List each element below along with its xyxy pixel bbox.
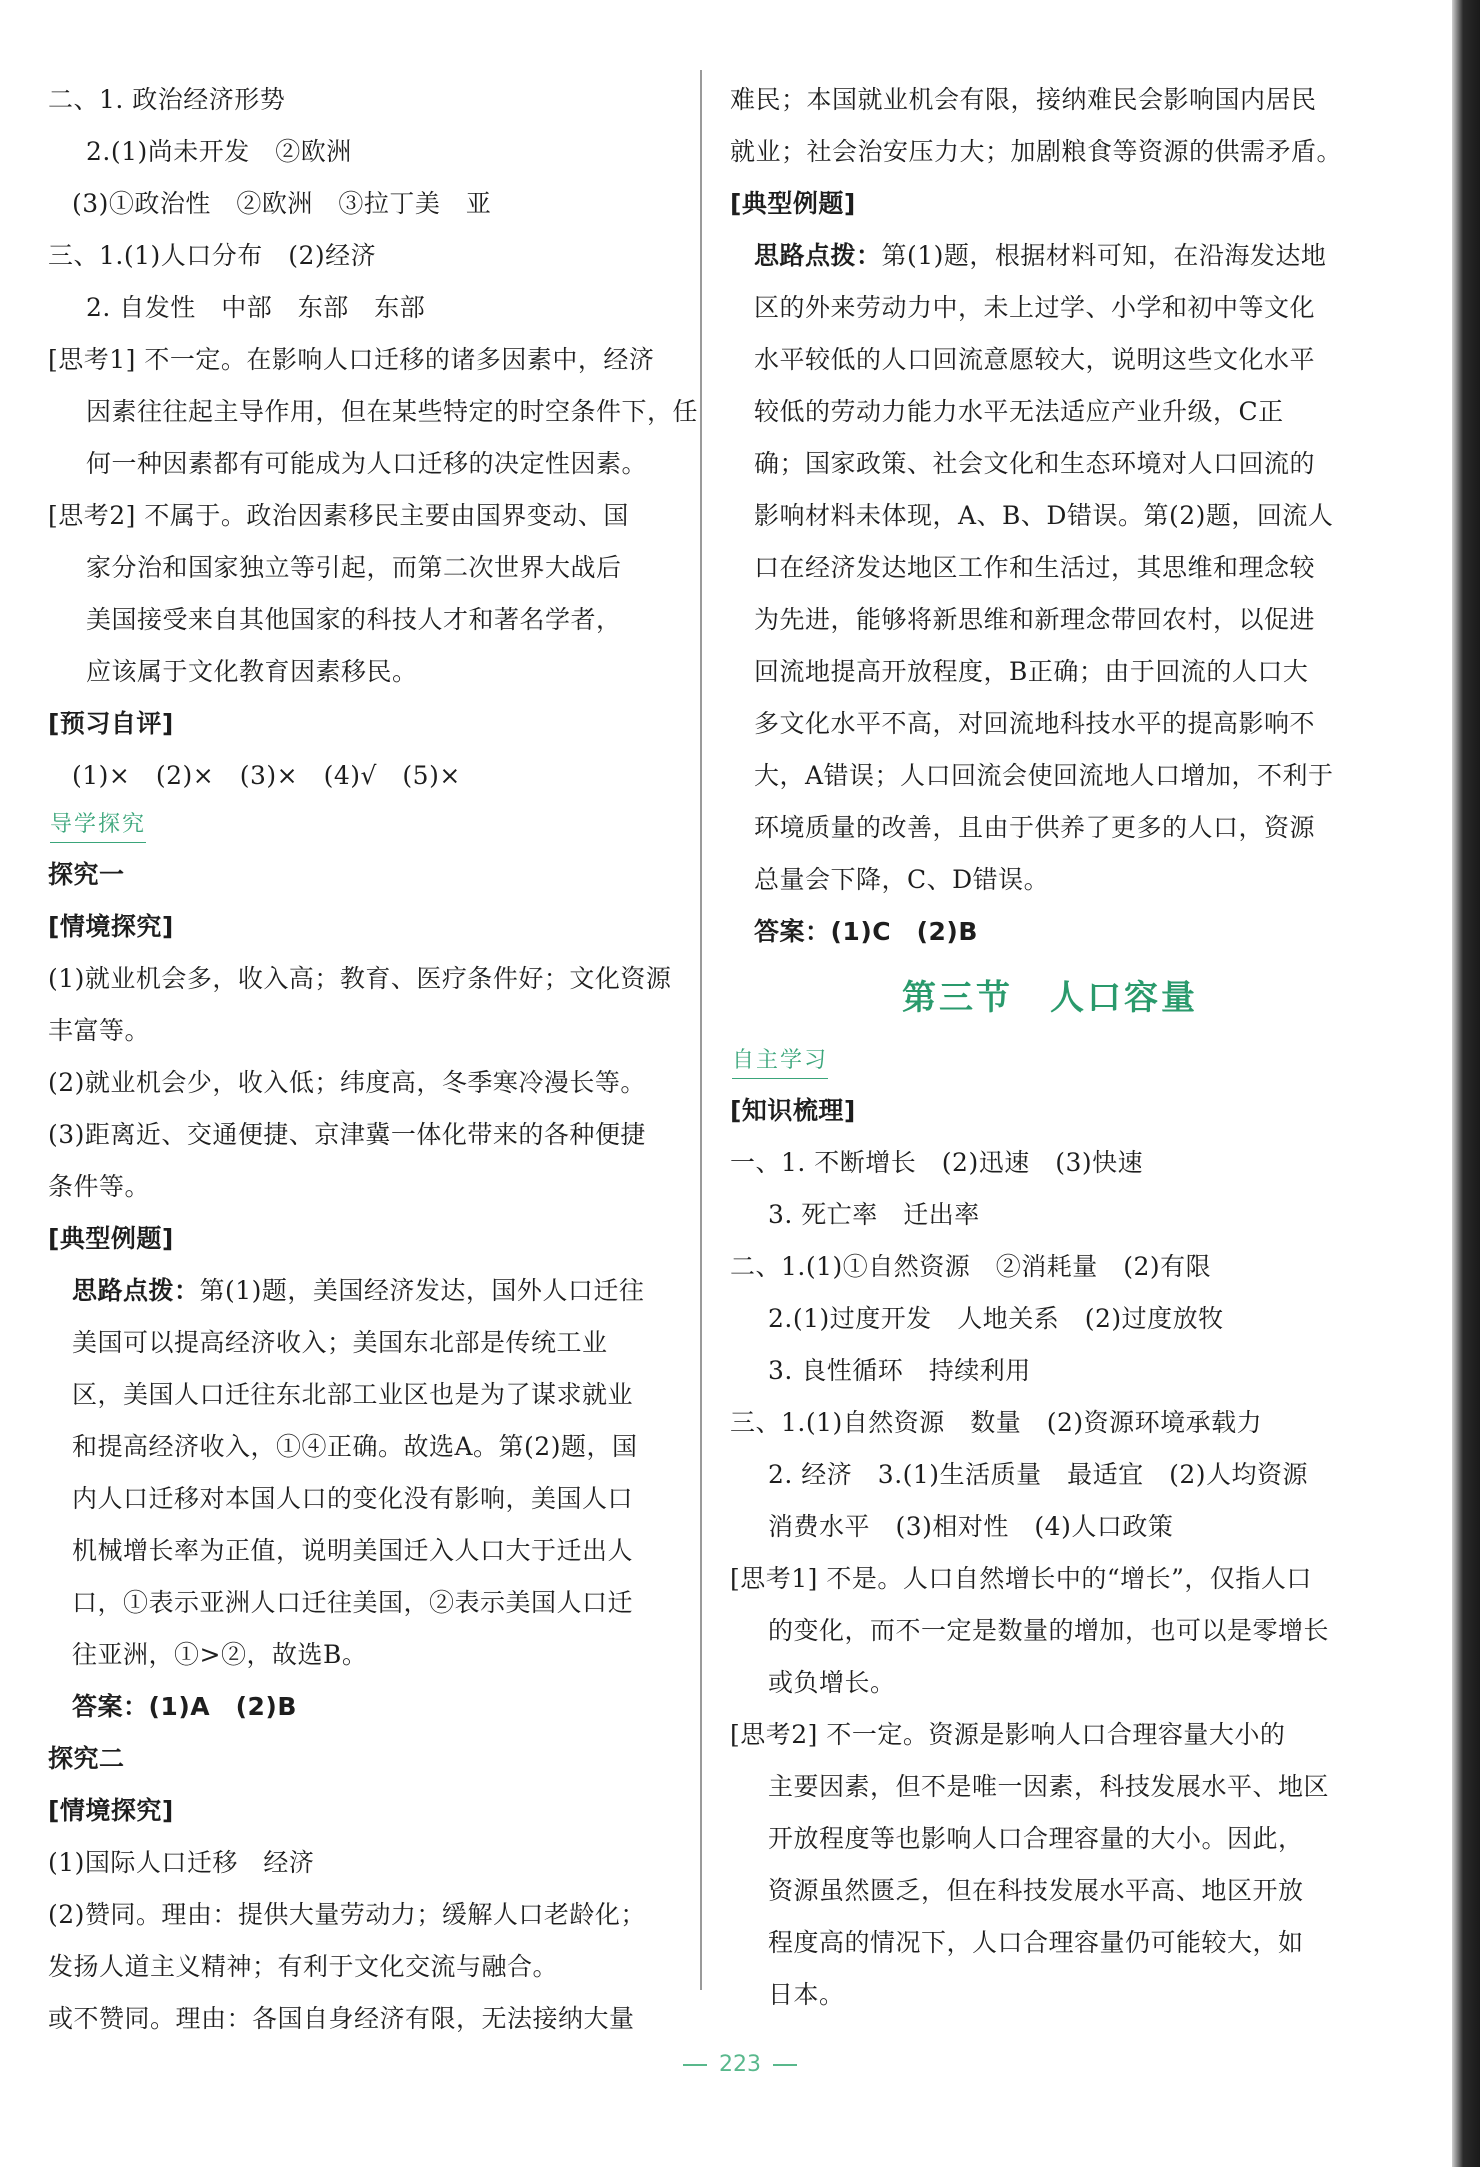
text-line: 二、1.(1)①自然资源 ②消耗量 (2)有限: [730, 1252, 1212, 1281]
text-line: 难民；本国就业机会有限，接纳难民会影响国内居民: [730, 85, 1317, 114]
text-line: 发扬人道主义精神；有利于文化交流与融合。: [48, 1952, 559, 1981]
text-line: [730, 230, 1370, 282]
silu-label: 思路点拨：: [754, 241, 882, 270]
text-line: 影响材料未体现，A、B、D错误。第(2)题，回流人: [754, 501, 1334, 530]
text-line: 或负增长。: [768, 1668, 896, 1697]
text-line: 和提高经济收入，①④正确。故选A。第(2)题，国: [72, 1432, 638, 1461]
text-line: 较低的劳动力能力水平无法适应产业升级，C正: [754, 397, 1284, 426]
text-line: 3. 良性循环 持续利用: [768, 1356, 1031, 1385]
footer-dash: [773, 2064, 797, 2066]
text-line: 口，①表示亚洲人口迁往美国，②表示美国人口迁: [72, 1588, 634, 1617]
text-line: 开放程度等也影响人口合理容量的大小。因此，: [768, 1824, 1304, 1853]
answer-line: 答案：(1)C (2)B: [754, 917, 978, 946]
text-line: 2. 经济 3.(1)生活质量 最适宜 (2)人均资源: [768, 1460, 1308, 1489]
text-line: 3. 死亡率 迁出率: [768, 1200, 980, 1229]
text-line: (1)国际人口迁移 经济: [48, 1848, 315, 1877]
text-line: 因素往往起主导作用，但在某些特定的时空条件下，任: [86, 397, 699, 426]
text-line: 环境质量的改善，且由于供养了更多的人口，资源: [754, 813, 1316, 842]
text-line: 多文化水平不高，对回流地科技水平的提高影响不: [754, 709, 1316, 738]
text-line: 何一种因素都有可能成为人口迁移的决定性因素。: [86, 449, 648, 478]
section-heading: [情境探究]: [48, 912, 174, 941]
text-line: (3)距离近、交通便捷、京津冀一体化带来的各种便捷: [48, 1120, 646, 1149]
text-line: 总量会下降，C、D错误。: [754, 865, 1050, 894]
section-heading: [典型例题]: [730, 189, 856, 218]
daoxue-tag: 导学探究: [50, 808, 146, 843]
text-line: 美国可以提高经济收入；美国东北部是传统工业: [72, 1328, 608, 1357]
text-line: [思考2] 不属于。政治因素移民主要由国界变动、国: [48, 501, 629, 530]
text-line: (2)赞同。理由：提供大量劳动力；缓解人口老龄化；: [48, 1900, 646, 1929]
text-line: [思考2] 不一定。资源是影响人口合理容量大小的: [730, 1720, 1286, 1749]
tanjiu-heading: 探究一: [48, 860, 125, 889]
text-line: 资源虽然匮乏，但在科技发展水平高、地区开放: [768, 1876, 1304, 1905]
silu-label: 思路点拨：: [72, 1276, 200, 1305]
text-line: 消费水平 (3)相对性 (4)人口政策: [768, 1512, 1174, 1541]
text-line: 大，A错误；人口回流会使回流地人口增加，不利于: [754, 761, 1334, 790]
text-line: 确；国家政策、社会文化和生态环境对人口回流的: [754, 449, 1316, 478]
text-line: 条件等。: [48, 1172, 151, 1201]
section-heading: [知识梳理]: [730, 1096, 856, 1125]
silu-text: 第(1)题，根据材料可知，在沿海发达地: [881, 241, 1327, 270]
section-heading: [预习自评]: [48, 709, 174, 738]
text-line: (2)就业机会少，收入低；纬度高，冬季寒冷漫长等。: [48, 1068, 646, 1097]
left-column: [48, 74, 699, 2045]
scan-edge: [1452, 0, 1480, 2167]
text-line: 2.(1)尚未开发 ②欧洲: [86, 137, 352, 166]
column-divider: [700, 70, 702, 1990]
text-line: 内人口迁移对本国人口的变化没有影响，美国人口: [72, 1484, 634, 1513]
text-line: 三、1.(1)自然资源 数量 (2)资源环境承载力: [730, 1408, 1263, 1437]
text-line: 的变化，而不一定是数量的增加，也可以是零增长: [768, 1616, 1330, 1645]
tanjiu-heading: 探究二: [48, 1744, 125, 1773]
text-line: 程度高的情况下，人口合理容量仍可能较大，如: [768, 1928, 1304, 1957]
right-column: [730, 74, 1370, 2021]
section-heading: [情境探究]: [48, 1796, 174, 1825]
text-line: 往亚洲，①>②，故选B。: [72, 1640, 368, 1669]
text-line: 二、1. 政治经济形势: [48, 85, 286, 114]
text-line: [思考1] 不一定。在影响人口迁移的诸多因素中，经济: [48, 345, 655, 374]
page-footer: [0, 2052, 1480, 2077]
text-line: [思考1] 不是。人口自然增长中的“增长”，仅指人口: [730, 1564, 1312, 1593]
text-line: 回流地提高开放程度，B正确；由于回流的人口大: [754, 657, 1309, 686]
text-line: 就业；社会治安压力大；加剧粮食等资源的供需矛盾。: [730, 137, 1343, 166]
text-line: (3)①政治性 ②欧洲 ③拉丁美 亚: [72, 189, 492, 218]
text-line: 家分治和国家独立等引起，而第二次世界大战后: [86, 553, 622, 582]
text-line: 口在经济发达地区工作和生活过，其思维和理念较: [754, 553, 1316, 582]
text-line: 三、1.(1)人口分布 (2)经济: [48, 241, 377, 270]
text-line: [48, 1265, 688, 1317]
page-number: 223: [719, 2052, 761, 2077]
text-line: 一、1. 不断增长 (2)迅速 (3)快速: [730, 1148, 1144, 1177]
silu-text: 第(1)题，美国经济发达，国外人口迁往: [199, 1276, 645, 1305]
text-line: 为先进，能够将新思维和新理念带回农村，以促进: [754, 605, 1316, 634]
text-line: (1)× (2)× (3)× (4)√ (5)×: [72, 761, 461, 790]
section-title: 第三节 人口容量: [902, 978, 1198, 1018]
text-line: 日本。: [768, 1980, 845, 2009]
text-line: 区的外来劳动力中，未上过学、小学和初中等文化: [754, 293, 1316, 322]
answer-line: 答案：(1)A (2)B: [72, 1692, 297, 1721]
text-line: 水平较低的人口回流意愿较大，说明这些文化水平: [754, 345, 1316, 374]
text-line: 丰富等。: [48, 1016, 151, 1045]
text-line: 或不赞同。理由：各国自身经济有限，无法接纳大量: [48, 2004, 635, 2033]
text-line: 2.(1)过度开发 人地关系 (2)过度放牧: [768, 1304, 1224, 1333]
section-heading: [典型例题]: [48, 1224, 174, 1253]
text-line: 美国接受来自其他国家的科技人才和著名学者，: [86, 605, 622, 634]
text-line: 机械增长率为正值，说明美国迁入人口大于迁出人: [72, 1536, 634, 1565]
text-line: 2. 自发性 中部 东部 东部: [86, 293, 426, 322]
text-line: (1)就业机会多，收入高；教育、医疗条件好；文化资源: [48, 964, 672, 993]
text-line: 区，美国人口迁往东北部工业区也是为了谋求就业: [72, 1380, 634, 1409]
text-line: 应该属于文化教育因素移民。: [86, 657, 418, 686]
footer-dash: [683, 2064, 707, 2066]
zizhu-tag: 自主学习: [732, 1044, 828, 1079]
text-line: 主要因素，但不是唯一因素，科技发展水平、地区: [768, 1772, 1330, 1801]
